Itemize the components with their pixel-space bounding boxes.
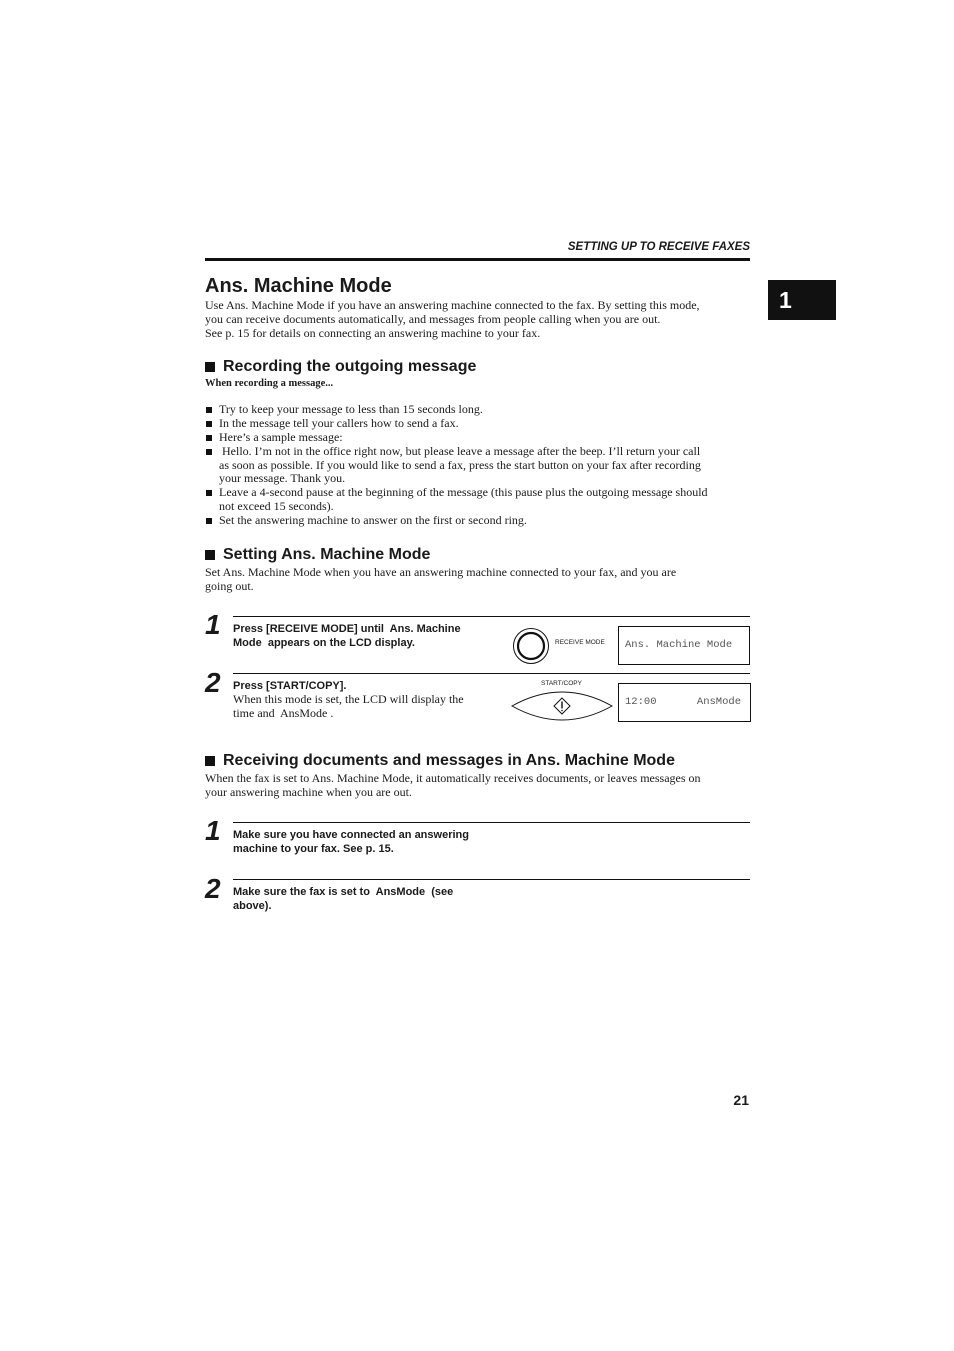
intro-line: Use Ans. Machine Mode if you have an answering machine connected to the fax. By setting this mode, [205,298,700,312]
list-item-text: your message. Thank you. [219,471,346,486]
step-number: 2 [205,667,221,698]
lcd-mode: AnsMode [696,696,741,708]
intro-paragraph [205,298,700,340]
section-heading [205,358,750,376]
bullet-square-icon [206,435,212,441]
section-heading [205,546,750,564]
list-item-text: Set the answering machine to answer on the first or second ring. [219,513,527,527]
list-item [205,514,750,528]
step-note [233,693,464,720]
list-item-text: Hello. I’m not in the office right now, but please leave a message after the beep. I’ll return your call [219,443,701,458]
intro-line: See p. 15 for details on connecting an answering machine to your fax. [205,326,541,340]
intro-line: you can receive documents automatically, and messages from people calling when you are out. [205,312,661,326]
heading-square-icon [205,756,215,766]
paragraph-line: your answering machine when you are out. [205,785,412,799]
list-item [205,486,750,514]
paragraph-line: When the fax is set to Ans. Machine Mode, it automatically receives documents, or leaves messages on [205,771,701,785]
list-item-text: as soon as possible. If you would like to send a fax, press the start button on your fax after recording [219,457,701,472]
step-instruction-line: Press [START/COPY]. [233,680,347,692]
page-number: 21 [733,1092,749,1108]
section-paragraph [205,771,701,799]
heading-square-icon [205,362,215,372]
step-instruction [233,885,453,913]
step-number: 1 [205,609,221,640]
page-title: Ans. Machine Mode [205,275,392,297]
receive-mode-label: RECEIVE MODE [555,639,605,646]
bullet-square-icon [206,518,212,524]
step-rule [233,673,750,674]
step-instruction-line: Make sure you have connected an answering [233,829,469,841]
bullet-square-icon [206,449,212,455]
step-number: 2 [205,873,221,904]
running-header: SETTING UP TO RECEIVE FAXES [567,241,750,253]
section-subheading: When recording a message... [205,378,334,389]
receive-mode-button-icon [512,627,550,665]
step-instruction-line: machine to your fax. See p. 15. [233,843,394,855]
step-instruction [233,828,469,856]
header-rule [205,258,750,261]
list-item [205,403,750,417]
section-heading-text: Recording the outgoing message [223,358,477,375]
list-item [205,417,750,431]
chapter-number: 1 [779,287,792,313]
start-copy-label: START/COPY [541,680,582,687]
step-rule [233,879,750,880]
heading-square-icon [205,550,215,560]
list-item-text: In the message tell your callers how to send a fax. [219,415,459,430]
lcd-display [618,626,750,665]
list-item [205,445,750,487]
step-instruction-line: Make sure the fax is set to AnsMode (see [233,886,454,898]
start-diamond-dot [561,710,563,712]
step-instruction [233,622,461,650]
paragraph-line: Set Ans. Machine Mode when you have an answering machine connected to your fax, and you are [205,565,677,579]
bullet-square-icon [206,421,212,427]
paragraph-line: going out. [205,579,254,593]
section-heading-text: Receiving documents and messages in Ans. Machine Mode [223,752,675,769]
step-instruction-line: Mode appears on the LCD display. [233,637,415,649]
lcd-display [618,683,751,722]
bullet-square-icon [206,407,212,413]
step-note-line: time and AnsMode . [233,705,334,720]
chapter-tab [768,280,836,320]
section-paragraph [205,565,676,593]
tips-list [205,403,750,528]
step-note-line: When this mode is set, the LCD will display the [233,692,464,706]
lcd-text: Ans. Machine Mode [625,639,733,651]
bullet-square-icon [206,490,212,496]
step-number: 1 [205,815,221,846]
button-inner-ring [518,633,544,659]
section-heading-text: Setting Ans. Machine Mode [223,546,431,563]
list-item-text: not exceed 15 seconds). [219,499,334,514]
step-rule [233,616,750,617]
lcd-time: 12:00 [625,696,657,708]
list-item-text: Leave a 4-second pause at the beginning of the message (this pause plus the outgoing message should [219,485,708,500]
section-heading [205,752,750,770]
step-instruction [233,679,347,693]
step-instruction-line: above). [233,900,272,912]
step-rule [233,822,750,823]
start-copy-button-icon [510,690,614,722]
list-item-text: Here’s a sample message: [219,429,343,444]
list-item [205,431,750,445]
list-item-text: Try to keep your message to less than 15 seconds long. [219,402,483,416]
step-instruction-line: Press [RECEIVE MODE] until Ans. Machine [233,623,461,635]
